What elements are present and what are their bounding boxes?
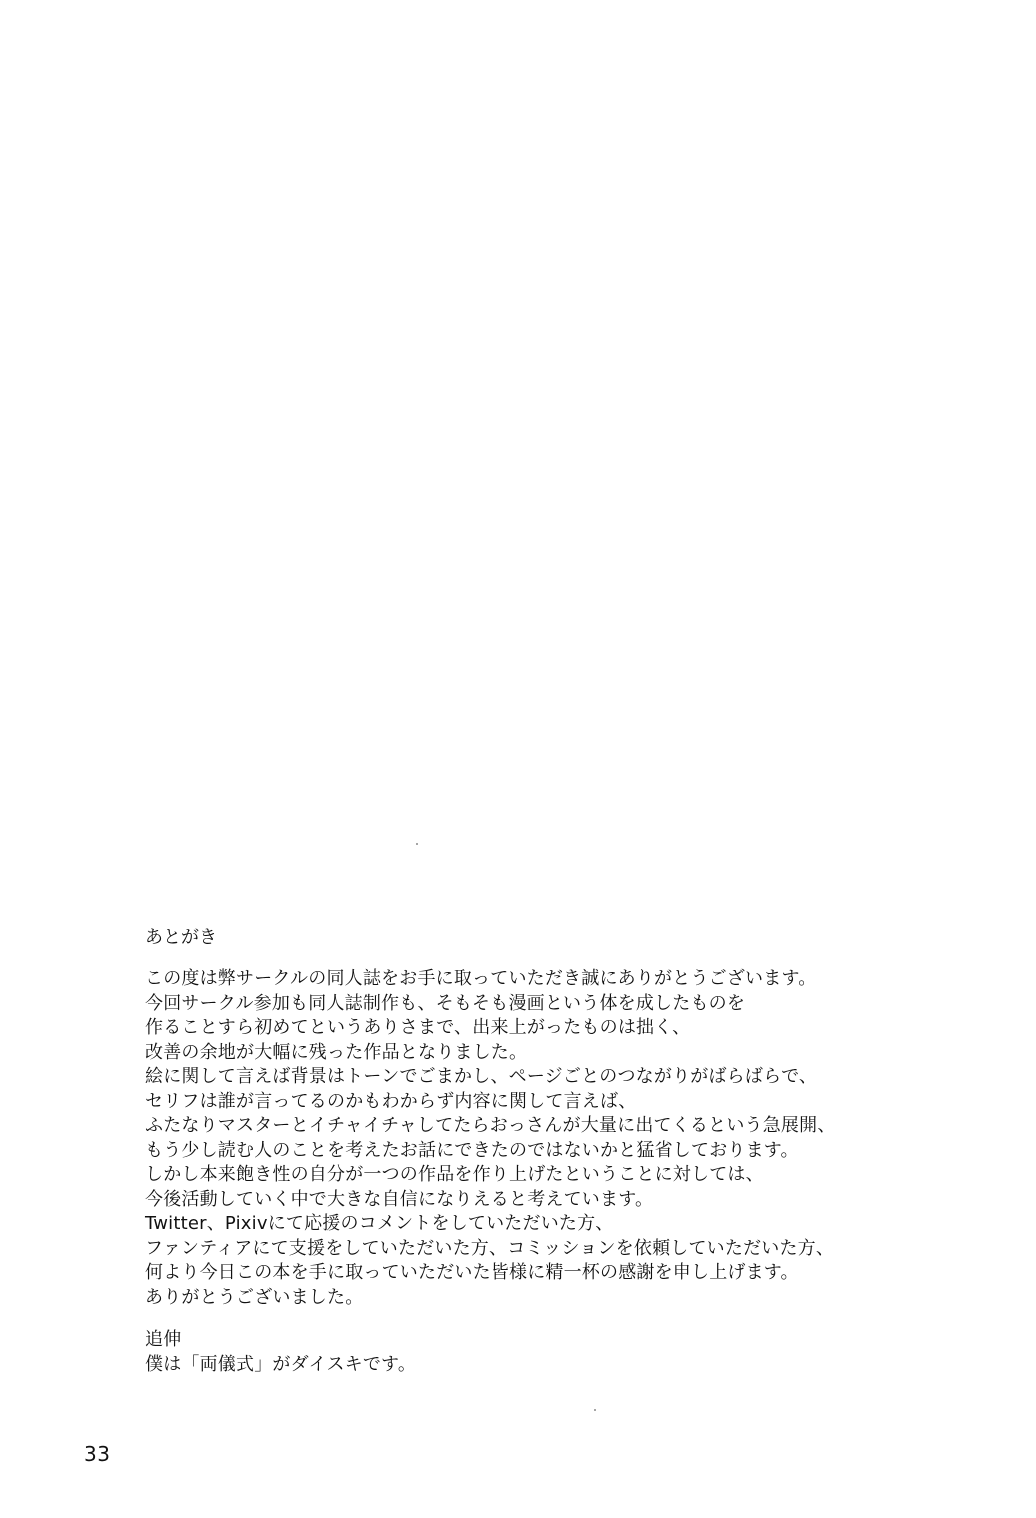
- afterword-section: [145, 925, 925, 1377]
- scan-speck: [416, 843, 418, 845]
- postscript-line: 僕は「両儀式」がダイスキです。: [145, 1353, 417, 1375]
- body-line: 作ることすら初めてというありさまで、出来上がったものは拙く、: [145, 1017, 691, 1038]
- body-line: 改善の余地が大幅に残った作品となりました。: [145, 1041, 528, 1063]
- body-line: しかし本来飽き性の自分が一つの作品を作り上げたということに対しては、: [145, 1164, 764, 1185]
- postscript-section: [145, 1328, 925, 1377]
- body-line: セリフは誰が言ってるのかもわからず内容に関して言えば、: [145, 1090, 637, 1112]
- body-line: 何より今日この本を手に取っていただいた皆様に精一杯の感謝を申し上げます。: [145, 1262, 799, 1283]
- body-line: もう少し読む人のことを考えたお話にできたのではないかと猛省しております。: [145, 1139, 799, 1161]
- body-line: Twitter、Pixivにて応援のコメントをしていただいた方、: [145, 1213, 614, 1234]
- body-line: ありがとうございました。: [145, 1286, 364, 1308]
- afterword-body: [145, 967, 925, 1310]
- body-line: 絵に関して言えば背景はトーンでごまかし、ページごとのつながりがばらばらで、: [145, 1066, 818, 1087]
- body-line: ふたなりマスターとイチャイチャしてたらおっさんが大量に出てくるという急展開、: [145, 1115, 836, 1136]
- body-line: 今回サークル参加も同人誌制作も、そもそも漫画という体を成したものを: [145, 992, 746, 1014]
- body-line: 今後活動していく中で大きな自信になりえると考えています。: [145, 1188, 654, 1210]
- page-number: 33: [84, 1442, 111, 1466]
- scan-speck: [594, 1409, 596, 1411]
- body-line: ファンティアにて支援をしていただいた方、コミッションを依頼していただいた方、: [145, 1237, 835, 1259]
- body-line: この度は弊サークルの同人誌をお手に取っていただき誠にありがとうございます。: [145, 968, 817, 989]
- afterword-heading: あとがき: [145, 927, 217, 948]
- postscript-heading: 追伸: [145, 1329, 182, 1350]
